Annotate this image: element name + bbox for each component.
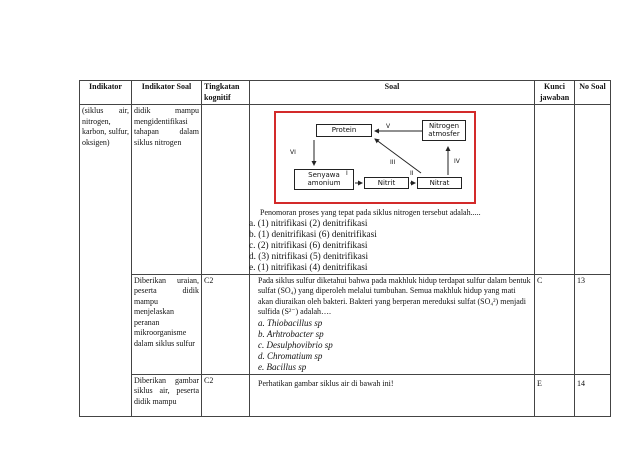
- label-i: I: [346, 170, 348, 177]
- nitrogen-atmosfer-box: Nitrogen atmosfer: [422, 120, 466, 141]
- question-text: Pada siklus sulfur diketahui bahwa pada makhluk hidup terdapat sulfur dalam bentuk sulfat (SO₄) yang diperoleh melalui tumbuhan. Semua makhluk hidup yang mati akan diuraikan oleh bakteri. Bakteri yang berperan mereduksi sulfat (SO₄²) menjadi sulfida (S²⁻) adalah….: [258, 275, 531, 316]
- no-soal-cell: [575, 105, 611, 275]
- kunci-cell: [535, 105, 575, 275]
- indikator-soal-cell: Diberikan gambar siklus air, peserta didik mampu: [132, 374, 202, 416]
- question-grid-table: [79, 80, 611, 417]
- soal-cell: [250, 105, 535, 275]
- table-row: [80, 374, 611, 416]
- tingkatan-cell: C2: [202, 374, 250, 416]
- label-ii: II: [410, 170, 414, 177]
- answer-options: [249, 219, 532, 274]
- header-indikator-soal: Indikator Soal: [132, 81, 202, 105]
- label-iii: III: [390, 159, 396, 166]
- answer-options: [258, 318, 532, 373]
- nitrit-box: Nitrit: [364, 177, 409, 189]
- option-a: a. (1) nitrifikasi (2) denitrifikasi: [249, 218, 368, 229]
- table-row: [80, 274, 611, 374]
- option-b: b. (1) denitrifikasi (6) denitrifikasi: [249, 229, 377, 240]
- option-a: a. Thiobacillus sp: [258, 317, 323, 328]
- nitrogen-cycle-diagram: [274, 111, 476, 204]
- option-b: b. Arhtrobacter sp: [258, 328, 324, 339]
- no-soal-cell: 14: [575, 374, 611, 416]
- label-v: V: [386, 123, 391, 130]
- option-e: e. Bacillus sp: [258, 361, 307, 372]
- tingkatan-cell: C2: [202, 274, 250, 374]
- header-tingkatan: Tingkatan kognitif: [202, 81, 250, 105]
- header-kunci: Kunci jawaban: [535, 81, 575, 105]
- soal-cell: [250, 274, 535, 374]
- no-soal-cell: 13: [575, 274, 611, 374]
- option-d: d. (3) nitrifikasi (5) denitrifikasi: [249, 251, 369, 262]
- header-indikator: Indikator: [80, 81, 132, 105]
- kunci-cell: C: [535, 274, 575, 374]
- indikator-cell: (siklus air, nitrogen, karbon, sulfur, oksigen): [80, 105, 132, 417]
- option-c: c. Desulphovibrio sp: [258, 339, 333, 350]
- indikator-soal-cell: Diberikan uraian, peserta didik mampu menjelaskan peranan mikroorganisme dalam siklus sulfur: [132, 274, 202, 374]
- header-soal: Soal: [250, 81, 535, 105]
- table-row: [80, 105, 611, 275]
- label-vi: VI: [290, 149, 296, 156]
- option-d: d. Chromatium sp: [258, 350, 323, 361]
- kunci-cell: E: [535, 374, 575, 416]
- question-text: Penomoran proses yang tepat pada siklus nitrogen tersebut adalah.....: [260, 208, 481, 217]
- senyawa-amonium-box: Senyawa amonium: [294, 169, 354, 190]
- option-c: c. (2) nitrifikasi (6) denitrifikasi: [249, 240, 368, 251]
- option-e: e. (1) nitrifikasi (4) denitrifikasi: [249, 262, 368, 273]
- indikator-soal-cell: didik mampu mengidentifikasi tahapan dalam siklus nitrogen: [132, 105, 202, 275]
- nitrat-box: Nitrat: [417, 177, 462, 189]
- header-row: [80, 81, 611, 105]
- tingkatan-cell: [202, 105, 250, 275]
- protein-box: Protein: [316, 124, 372, 137]
- header-no-soal: No Soal: [575, 81, 611, 105]
- soal-cell: Perhatikan gambar siklus air di bawah ini!: [250, 374, 535, 416]
- label-iv: IV: [454, 158, 460, 165]
